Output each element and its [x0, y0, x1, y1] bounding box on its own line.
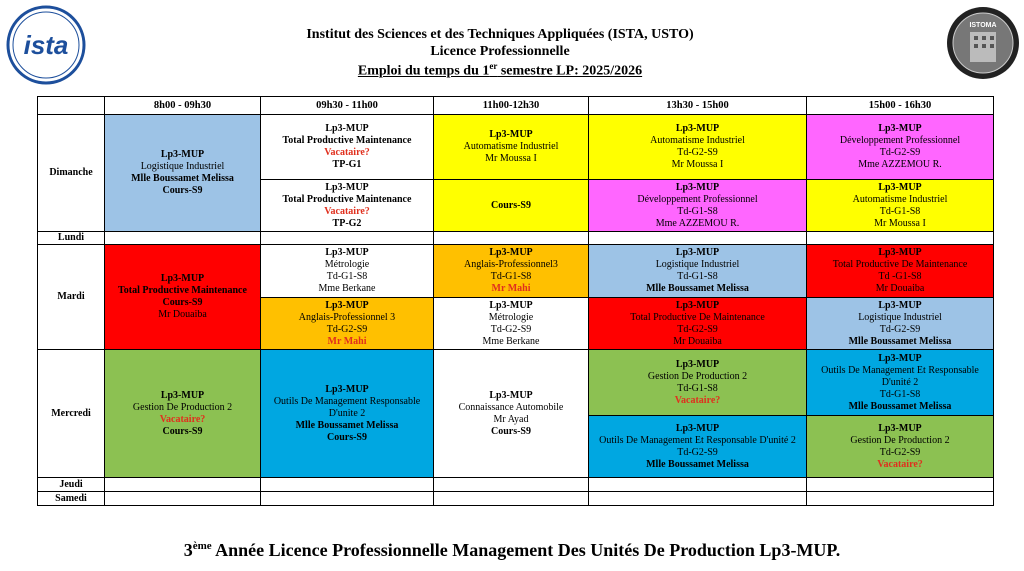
corner-cell [38, 97, 105, 115]
empty-cell [807, 492, 994, 506]
session-cell: Lp3-MUP Total Productive De Maintenance Td-G2-S9 Mr Douaiba [589, 298, 807, 350]
session-cell: Lp3-MUP Total Productive Maintenance Cours-S9 Mr Douaiba [105, 245, 261, 350]
session-cell: Lp3-MUP Logistique Industriel Td-G1-S8 Mlle Boussamet Melissa [589, 245, 807, 298]
session-cell: Lp3-MUP Automatisme Industriel Mr Moussa I [434, 115, 589, 180]
session-cell: Lp3-MUP Gestion De Production 2 Td-G1-S8 Vacataire? [589, 350, 807, 416]
day-label-lundi: Lundi [38, 232, 105, 245]
empty-cell [434, 232, 589, 245]
day-label-samedi: Samedi [38, 492, 105, 506]
column-header: 09h30 - 11h00 [261, 97, 434, 115]
institute-title: Institut des Sciences et des Techniques Appliquées (ISTA, USTO) [306, 27, 694, 42]
empty-cell [589, 478, 807, 492]
session-cell: Lp3-MUP Gestion De Production 2 Vacataire? Cours-S9 [105, 350, 261, 478]
program-footer-title: 3ème Année Licence Professionnelle Management Des Unités De Production Lp3-MUP. [183, 540, 841, 560]
program-title: Licence Professionnelle [430, 44, 570, 59]
session-cell: Lp3-MUP Connaissance Automobile Mr Ayad Cours-S9 [434, 350, 589, 478]
session-cell: Lp3-MUP Logistique Industriel Td-G2-S9 Mlle Boussamet Melissa [807, 298, 994, 350]
session-cell: Lp3-MUP Métrologie Td-G1-S8 Mme Berkane [261, 245, 434, 298]
session-cell: Lp3-MUP Logistique Industriel Mlle Boussamet Melissa Cours-S9 [105, 115, 261, 232]
session-cell: Lp3-MUP Total Productive Maintenance Vacataire? TP-G2 [261, 180, 434, 232]
ista-logo [6, 5, 86, 85]
column-header: 8h00 - 09h30 [105, 97, 261, 115]
session-cell: Lp3-MUP Anglais-Professionnel 3 Td-G2-S9 Mr Mahi [261, 298, 434, 350]
empty-cell [105, 492, 261, 506]
session-cell: Lp3-MUP Métrologie Td-G2-S9 Mme Berkane [434, 298, 589, 350]
empty-cell [807, 232, 994, 245]
empty-cell [261, 232, 434, 245]
session-cell: Lp3-MUP Outils De Management Responsable D'unite 2 Mlle Boussamet Melissa Cours-S9 [261, 350, 434, 478]
session-cell: Lp3-MUP Développement Professionnel Td-G2-S9 Mme AZZEMOU R. [807, 115, 994, 180]
schedule-title: Emploi du temps du 1er semestre LP: 2025/2026 [357, 61, 643, 79]
svg-text:ista: ista [23, 30, 69, 60]
column-header: 15h00 - 16h30 [807, 97, 994, 115]
session-cell: Lp3-MUP Total Productive De Maintenance Td -G1-S8 Mr Douaiba [807, 245, 994, 298]
session-cell: Lp3-MUP Anglais-Professionnel3 Td-G1-S8 Mr Mahi [434, 245, 589, 298]
empty-cell [807, 478, 994, 492]
empty-cell [589, 232, 807, 245]
session-cell: Lp3-MUP Outils De Management Et Responsable D'unité 2 Td-G1-S8 Mlle Boussamet Melissa [807, 350, 994, 416]
session-cell: Lp3-MUP Automatisme Industriel Td-G2-S9 Mr Moussa I [589, 115, 807, 180]
column-header: 13h30 - 15h00 [589, 97, 807, 115]
empty-cell [589, 492, 807, 506]
day-label-jeudi: Jeudi [38, 478, 105, 492]
day-label-dimanche: Dimanche [38, 115, 105, 232]
empty-cell [105, 232, 261, 245]
timetable [37, 96, 994, 506]
day-label-mercredi: Mercredi [38, 350, 105, 478]
svg-text:ISTOMA: ISTOMA [969, 22, 997, 29]
empty-cell [434, 492, 589, 506]
empty-cell [261, 478, 434, 492]
empty-cell [261, 492, 434, 506]
session-cell: Lp3-MUP Total Productive Maintenance Vacataire? TP-G1 [261, 115, 434, 180]
day-label-mardi: Mardi [38, 245, 105, 350]
session-cell: Lp3-MUP Automatisme Industriel Td-G1-S8 Mr Moussa I [807, 180, 994, 232]
session-cell: Lp3-MUP Développement Professionnel Td-G1-S8 Mme AZZEMOU R. [589, 180, 807, 232]
empty-cell [105, 478, 261, 492]
session-cell: Lp3-MUP Gestion De Production 2 Td-G2-S9 Vacataire? [807, 416, 994, 478]
column-header: 11h00-12h30 [434, 97, 589, 115]
session-cell: Cours-S9 [434, 180, 589, 232]
usto-seal-logo [946, 6, 1020, 80]
empty-cell [434, 478, 589, 492]
session-cell: Lp3-MUP Outils De Management Et Responsable D'unité 2 Td-G2-S9 Mlle Boussamet Melissa [589, 416, 807, 478]
